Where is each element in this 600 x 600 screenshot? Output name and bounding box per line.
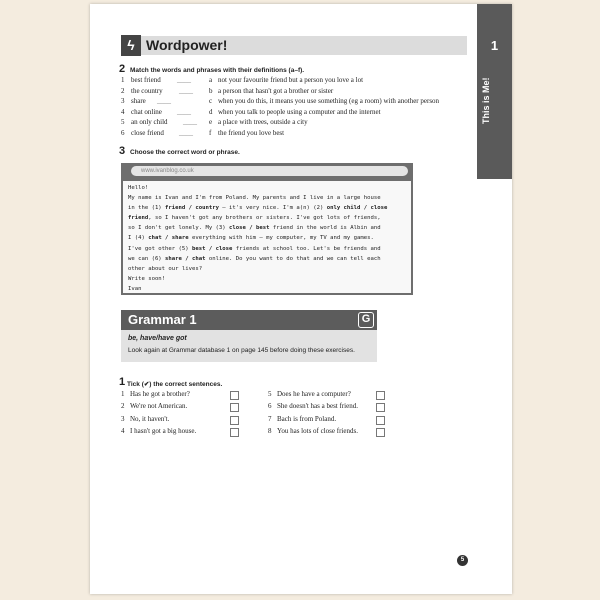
page-number: 5 [457,555,468,566]
match-definition: a person that hasn't got a brother or sister [218,86,334,95]
sentence-text: Bach is from Poland. [277,414,337,423]
email-line: I've got other (5) best / close friends at school too. Let's be friends and [128,245,381,252]
match-letter: f [209,129,212,137]
sentence-number: 4 [121,427,125,436]
match-letter: e [209,118,213,127]
match-item-number: 5 [121,118,125,127]
email-line: I (4) chat / share everything with him – my computer, my TV and my games. [128,235,374,242]
match-definition: not your favourite friend but a person you love a lot [218,76,364,84]
exercise-1-number: 1 [119,376,126,388]
sentence-text: I hasn't got a big house. [130,427,197,436]
answer-blank[interactable]: ____ [157,97,171,106]
sentence-text: We're not American. [130,402,188,411]
wordpower-title: Wordpower! [146,37,228,53]
match-definition: when you talk to people using a computer and the internet [218,107,381,116]
sentence-text: You has lots of close friends. [277,427,358,436]
match-letter: c [209,97,213,106]
email-line: so I don't get lonely. My (3) close / best friend in the world is Albin and [128,225,381,232]
email-line: other about our lives? [128,265,203,272]
email-line: Ivan [128,285,142,292]
match-word: best friend [131,76,161,84]
email-line: we can (6) share / chat online. Do you want to do that and we can tell each [128,255,381,262]
email-line: Write soon! [128,275,166,282]
email-line: friend, so I haven't got any brothers or sisters. I've got lots of friends, [128,215,381,222]
grammar-note: Look again at Grammar database 1 on page 145 before doing these exercises. [128,347,355,354]
match-definition: the friend you love best [218,129,285,137]
match-item-number: 3 [121,97,125,106]
match-word: close friend [131,129,164,137]
grammar-title: Grammar 1 [128,312,197,327]
sentence-number: 3 [121,414,125,423]
email-text [128,183,408,294]
sentence-number: 7 [268,414,272,423]
unit-side-tab [477,4,512,179]
match-word: the country [131,86,163,95]
tick-checkbox[interactable] [376,416,385,425]
email-line: My name is Ivan and I'm from Poland. My parents and I live in a large house [128,195,381,202]
sentence-text: No, it haven't. [130,414,170,423]
match-word: share [131,97,146,106]
sentence-text: Has he got a brother? [130,390,190,398]
tick-checkbox[interactable] [230,416,239,425]
exercise-3-number: 3 [119,145,126,157]
sentence-text: She doesn't has a best friend. [277,402,358,411]
sentence-number: 2 [121,402,125,411]
sentence-number: 1 [121,390,125,398]
tick-checkbox[interactable] [376,391,385,400]
match-definition: a place with trees, outside a city [218,118,308,127]
answer-blank[interactable]: ____ [179,129,193,137]
tick-checkbox[interactable] [376,403,385,412]
tick-checkbox[interactable] [230,403,239,412]
answer-blank[interactable]: ____ [177,76,191,84]
exercise-2-number: 2 [119,63,126,75]
unit-title: This is Me! [481,77,491,124]
match-definition: when you do this, it means you use something (eg a room) with another person [218,97,440,106]
email-line: Hello! [128,185,149,191]
match-word: an only child [131,118,168,127]
match-word: chat online [131,107,162,116]
match-item-number: 2 [121,86,125,95]
answer-blank[interactable]: ____ [183,118,197,127]
exercise-1-instruction: Tick (✔) the correct sentences. [127,381,223,388]
match-item-number: 4 [121,107,125,116]
match-letter: d [209,107,213,116]
email-url-bar: www.ivanblog.co.uk [131,166,408,176]
exercise-2-instruction: Match the words and phrases with their definitions (a–f). [130,67,305,74]
sentence-number: 8 [268,427,272,436]
sentence-number: 5 [268,390,272,398]
match-item-number: 1 [121,76,125,84]
email-line: in the (1) friend / country – it's very nice. I'm a(n) (2) only child / close [128,205,388,212]
sentence-number: 6 [268,402,272,411]
match-letter: a [209,76,213,84]
exercise-3-instruction: Choose the correct word or phrase. [130,149,240,156]
tick-checkbox[interactable] [230,391,239,400]
answer-blank[interactable]: ____ [177,107,191,116]
unit-number: 1 [490,38,499,53]
tick-checkbox[interactable] [376,428,385,437]
sentence-text: Does he have a computer? [277,390,351,398]
grammar-subtitle: be, have/have got [128,335,187,342]
lightning-icon: ϟ [121,35,141,56]
answer-blank[interactable]: ____ [179,86,193,95]
match-letter: b [209,86,213,95]
tick-checkbox[interactable] [230,428,239,437]
grammar-g-icon: G [358,312,374,328]
match-item-number: 6 [121,129,125,137]
